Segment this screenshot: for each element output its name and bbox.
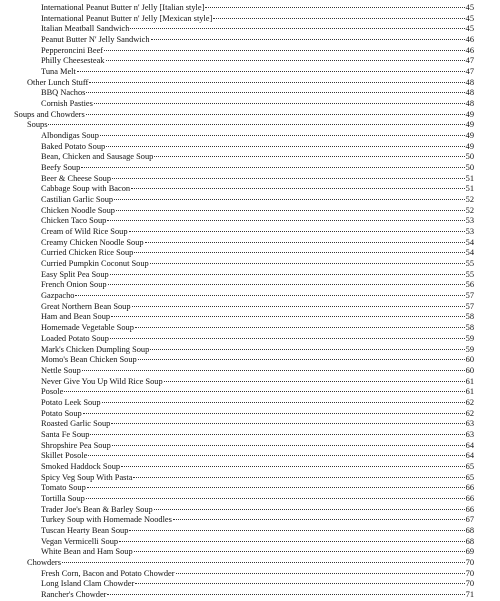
toc-entry-title: Baked Potato Soup <box>41 141 106 151</box>
toc-entry-title: Castilian Garlic Soup <box>41 195 114 205</box>
toc-entry-title: Ham and Bean Soup <box>41 312 111 322</box>
toc-entry-page-number: 59 <box>465 333 474 343</box>
toc-entry[interactable] <box>0 430 500 441</box>
toc-entry-title: Vegan Vermicelli Soup <box>41 536 119 546</box>
toc-entry[interactable] <box>0 110 500 121</box>
dot-leader <box>154 156 464 157</box>
toc-entry-title: International Peanut Butter n' Jelly [Italian style] <box>41 3 205 12</box>
toc-entry-page-number: 62 <box>465 397 474 407</box>
toc-entry-page-number: 49 <box>465 141 474 151</box>
toc-entry-page-number: 45 <box>465 3 474 12</box>
toc-entry[interactable] <box>0 206 500 217</box>
dot-leader <box>82 370 465 371</box>
toc-entry-page-number: 65 <box>465 461 474 471</box>
dot-leader <box>106 60 465 61</box>
toc-entry-page-number: 52 <box>465 205 474 215</box>
dot-leader <box>111 316 465 317</box>
toc-entry-page-number: 47 <box>465 67 474 77</box>
toc-entry-page-number: 56 <box>465 280 474 290</box>
toc-entry-page-number: 54 <box>465 237 474 247</box>
toc-entry-page-number: 68 <box>465 536 474 546</box>
toc-entry-title: Tortilla Soup <box>41 493 85 503</box>
toc-entry-page-number: 53 <box>465 216 474 226</box>
toc-entry[interactable] <box>0 238 500 249</box>
dot-leader <box>107 594 464 595</box>
toc-entry-page-number: 66 <box>465 493 474 503</box>
toc-entry[interactable] <box>0 270 500 281</box>
toc-entry-title: Homemade Vegetable Soup <box>41 323 134 333</box>
toc-entry-title: Santa Fe Soup <box>41 429 90 439</box>
toc-entry-title: French Onion Soup <box>41 280 107 290</box>
toc-entry[interactable] <box>0 312 500 323</box>
toc-entry-page-number: 68 <box>465 525 474 535</box>
toc-entry-page-number: 66 <box>465 504 474 514</box>
toc-entry[interactable] <box>0 67 500 78</box>
dot-leader <box>116 210 465 211</box>
toc-entry-title: Smoked Haddock Soup <box>41 461 121 471</box>
dot-leader <box>121 466 465 467</box>
toc-entry[interactable] <box>0 163 500 174</box>
toc-entry-page-number: 63 <box>465 419 474 429</box>
toc-entry-page-number: 52 <box>465 195 474 205</box>
dot-leader <box>112 445 465 446</box>
toc-entry-title: Shropshire Pea Soup <box>41 440 111 450</box>
toc-entry[interactable] <box>0 323 500 334</box>
toc-entry-page-number: 64 <box>465 440 474 450</box>
toc-entry[interactable] <box>0 590 500 601</box>
toc-entry-title: Cabbage Soup with Bacon <box>41 184 131 194</box>
toc-entry-page-number: 55 <box>465 269 474 279</box>
toc-entry-title: Potato Leek Soup <box>41 397 101 407</box>
toc-entry-page-number: 71 <box>465 589 474 599</box>
toc-entry-title: Curried Pumpkin Coconut Soup <box>41 259 149 269</box>
toc-entry-title: Momo's Bean Chicken Soup <box>41 355 137 365</box>
toc-entry-title: Skillet Posole <box>41 451 88 461</box>
dot-leader <box>87 487 465 488</box>
dot-leader <box>111 423 464 424</box>
dot-leader <box>62 562 465 563</box>
toc-entry[interactable] <box>0 88 500 99</box>
toc-entry-title: Loaded Potato Soup <box>41 333 109 343</box>
toc-entry[interactable] <box>0 216 500 227</box>
toc-entry-title: Chicken Noodle Soup <box>41 205 115 215</box>
toc-entry[interactable] <box>0 184 500 195</box>
dot-leader <box>89 82 464 83</box>
dot-leader <box>100 135 465 136</box>
toc-entry-title: Curried Chicken Rice Soup <box>41 248 134 258</box>
dot-leader <box>90 434 464 435</box>
toc-entry-title: Soups <box>27 120 48 130</box>
toc-entry-title: Trader Joe's Bean & Barley Soup <box>41 504 153 514</box>
toc-entry-title: Tomato Soup <box>41 483 86 493</box>
toc-entry[interactable] <box>0 14 500 25</box>
toc-entry-page-number: 64 <box>465 451 474 461</box>
toc-entry-page-number: 58 <box>465 323 474 333</box>
toc-entry-title: Nettle Soup <box>41 365 81 375</box>
dot-leader <box>108 284 465 285</box>
dot-leader <box>86 92 464 93</box>
toc-entry[interactable] <box>0 515 500 526</box>
toc-entry-title: Gazpacho <box>41 291 75 301</box>
dot-leader <box>77 71 465 72</box>
toc-entry-page-number: 70 <box>465 579 474 589</box>
dot-leader <box>213 18 464 19</box>
dot-leader <box>102 402 465 403</box>
dot-leader <box>151 39 465 40</box>
toc-entry[interactable] <box>0 569 500 580</box>
toc-entry-page-number: 45 <box>465 13 474 23</box>
toc-entry[interactable] <box>0 345 500 356</box>
dot-leader <box>138 359 465 360</box>
toc-entry-page-number: 63 <box>465 429 474 439</box>
toc-entry[interactable] <box>0 483 500 494</box>
dot-leader <box>119 541 465 542</box>
toc-entry-page-number: 57 <box>465 301 474 311</box>
dot-leader <box>134 551 465 552</box>
toc-entry[interactable] <box>0 35 500 46</box>
dot-leader <box>83 413 465 414</box>
dot-leader <box>114 199 465 200</box>
toc-entry-title: Rancher's Chowder <box>41 589 107 599</box>
toc-entry-page-number: 65 <box>465 472 474 482</box>
toc-entry-page-number: 66 <box>465 483 474 493</box>
toc-entry[interactable] <box>0 419 500 430</box>
toc-entry-page-number: 47 <box>465 56 474 66</box>
dot-leader <box>75 295 464 296</box>
dot-leader <box>133 477 464 478</box>
toc-entry[interactable] <box>0 46 500 57</box>
toc-entry-title: Mark's Chicken Dumpling Soup <box>41 344 150 354</box>
toc-entry-title: Tuscan Hearty Bean Soup <box>41 525 129 535</box>
toc-entry-title: Potato Soup <box>41 408 82 418</box>
toc-entry[interactable] <box>0 78 500 89</box>
toc-entry[interactable] <box>0 248 500 259</box>
toc-entry[interactable] <box>0 291 500 302</box>
toc-entry-page-number: 46 <box>465 35 474 45</box>
toc-entry[interactable] <box>0 195 500 206</box>
toc-entry[interactable] <box>0 462 500 473</box>
toc-entry-page-number: 50 <box>465 163 474 173</box>
toc-entry-title: Bean, Chicken and Sausage Soup <box>41 152 154 162</box>
dot-leader <box>64 391 464 392</box>
dot-leader <box>134 252 464 253</box>
toc-entry[interactable] <box>0 526 500 537</box>
dot-leader <box>135 327 465 328</box>
toc-entry-title: Tuna Melt <box>41 67 76 77</box>
toc-entry[interactable] <box>0 174 500 185</box>
toc-entry[interactable] <box>0 441 500 452</box>
toc-entry-title: White Bean and Ham Soup <box>41 547 133 557</box>
toc-entry-title: Albondigas Soup <box>41 131 99 141</box>
toc-entry-page-number: 51 <box>465 184 474 194</box>
toc-entry-page-number: 59 <box>465 344 474 354</box>
toc-entry[interactable] <box>0 280 500 291</box>
toc-entry[interactable] <box>0 3 500 14</box>
toc-entry-page-number: 46 <box>465 45 474 55</box>
toc-entry[interactable] <box>0 387 500 398</box>
dot-leader <box>135 583 464 584</box>
toc-entry-title: Pepperoncini Beef <box>41 45 104 55</box>
toc-entry-page-number: 48 <box>465 99 474 109</box>
toc-entry[interactable] <box>0 99 500 110</box>
toc-entry[interactable] <box>0 377 500 388</box>
toc-entry[interactable] <box>0 473 500 484</box>
toc-entry-title: Peanut Butter N' Jelly Sandwich <box>41 35 150 45</box>
toc-entry-page-number: 60 <box>465 365 474 375</box>
toc-entry-page-number: 61 <box>465 387 474 397</box>
toc-entry-page-number: 60 <box>465 355 474 365</box>
toc-entry-title: Turkey Soup with Homemade Noodles <box>41 515 172 525</box>
dot-leader <box>86 114 465 115</box>
dot-leader <box>150 263 465 264</box>
toc-entry-title: Beer & Cheese Soup <box>41 173 112 183</box>
toc-entry[interactable] <box>0 547 500 558</box>
toc-entry[interactable] <box>0 120 500 131</box>
dot-leader <box>205 7 464 8</box>
toc-entry-title: Soups and Chowders <box>14 109 85 119</box>
dot-leader <box>81 167 464 168</box>
toc-entry-page-number: 49 <box>465 120 474 130</box>
toc-entry-page-number: 48 <box>465 77 474 87</box>
toc-entry[interactable] <box>0 537 500 548</box>
toc-entry-title: Roasted Garlic Soup <box>41 419 111 429</box>
dot-leader <box>129 530 464 531</box>
toc-entry-page-number: 57 <box>465 291 474 301</box>
toc-entry-title: Great Northern Bean Soup <box>41 301 131 311</box>
toc-entry-page-number: 48 <box>465 88 474 98</box>
toc-entry[interactable] <box>0 142 500 153</box>
toc-entry-page-number: 49 <box>465 109 474 119</box>
toc-entry-page-number: 45 <box>465 24 474 34</box>
dot-leader <box>130 28 464 29</box>
toc-entry-page-number: 70 <box>465 557 474 567</box>
toc-entry-page-number: 61 <box>465 376 474 386</box>
toc-entry[interactable] <box>0 398 500 409</box>
toc-entry-page-number: 54 <box>465 248 474 258</box>
dot-leader <box>131 188 465 189</box>
dot-leader <box>94 103 465 104</box>
dot-leader <box>129 231 465 232</box>
toc-entry[interactable] <box>0 505 500 516</box>
toc-entry-title: Fresh Corn, Bacon and Potato Chowder <box>41 568 175 578</box>
dot-leader <box>154 509 465 510</box>
toc-entry[interactable] <box>0 494 500 505</box>
toc-entry-page-number: 69 <box>465 547 474 557</box>
toc-entry-title: Cornish Pasties <box>41 99 93 109</box>
toc-entry-title: Posole <box>41 387 64 397</box>
toc-entry[interactable] <box>0 259 500 270</box>
toc-entry-title: Chowders <box>27 557 61 567</box>
toc-entry[interactable] <box>0 451 500 462</box>
toc-entry-title: Creamy Chicken Noodle Soup <box>41 237 144 247</box>
toc-entry[interactable] <box>0 56 500 67</box>
toc-entry-title: Other Lunch Stuff <box>27 77 89 87</box>
toc-entry[interactable] <box>0 579 500 590</box>
dot-leader <box>110 274 465 275</box>
dot-leader <box>150 349 464 350</box>
dot-leader <box>112 178 465 179</box>
toc-entry-page-number: 51 <box>465 173 474 183</box>
toc-entry-page-number: 62 <box>465 408 474 418</box>
toc-entry-page-number: 58 <box>465 312 474 322</box>
toc-entry[interactable] <box>0 302 500 313</box>
dot-leader <box>176 573 465 574</box>
dot-leader <box>107 220 464 221</box>
toc-entry[interactable] <box>0 355 500 366</box>
toc-entry[interactable] <box>0 558 500 569</box>
toc-entry-page-number: 55 <box>465 259 474 269</box>
toc-entry-title: Easy Split Pea Soup <box>41 269 109 279</box>
dot-leader <box>48 124 464 125</box>
toc-entry-title: Philly Cheesesteak <box>41 56 105 66</box>
toc-entry[interactable] <box>0 366 500 377</box>
toc-entry-title: Italian Meatball Sandwich <box>41 24 130 34</box>
dot-leader <box>86 498 465 499</box>
toc-entry[interactable] <box>0 24 500 35</box>
dot-leader <box>88 455 464 456</box>
toc-entry-title: Beefy Soup <box>41 163 81 173</box>
dot-leader <box>104 50 465 51</box>
toc-entry-title: Chicken Taco Soup <box>41 216 107 226</box>
dot-leader <box>145 242 465 243</box>
dot-leader <box>164 381 465 382</box>
toc-entry[interactable] <box>0 131 500 142</box>
dot-leader <box>173 519 465 520</box>
toc-entry[interactable] <box>0 409 500 420</box>
toc-entry-title: International Peanut Butter n' Jelly [Mexican style] <box>41 13 213 23</box>
toc-entry-title: Cream of Wild Rice Soup <box>41 227 128 237</box>
toc-entry-page-number: 53 <box>465 227 474 237</box>
dot-leader <box>110 338 465 339</box>
toc-entry-page-number: 50 <box>465 152 474 162</box>
toc-entry[interactable] <box>0 334 500 345</box>
toc-entry-title: BBQ Nachos <box>41 88 86 98</box>
toc-entry-title: Never Give You Up Wild Rice Soup <box>41 376 163 386</box>
toc-entry-page-number: 67 <box>465 515 474 525</box>
toc-entry-title: Spicy Veg Soup With Pasta <box>41 472 133 482</box>
toc-entry-page-number: 70 <box>465 568 474 578</box>
dot-leader <box>106 146 464 147</box>
dot-leader <box>132 306 465 307</box>
toc-entry[interactable] <box>0 152 500 163</box>
toc-entry[interactable] <box>0 227 500 238</box>
toc-entry-title: Long Island Clam Chowder <box>41 579 135 589</box>
toc-entry-page-number: 49 <box>465 131 474 141</box>
